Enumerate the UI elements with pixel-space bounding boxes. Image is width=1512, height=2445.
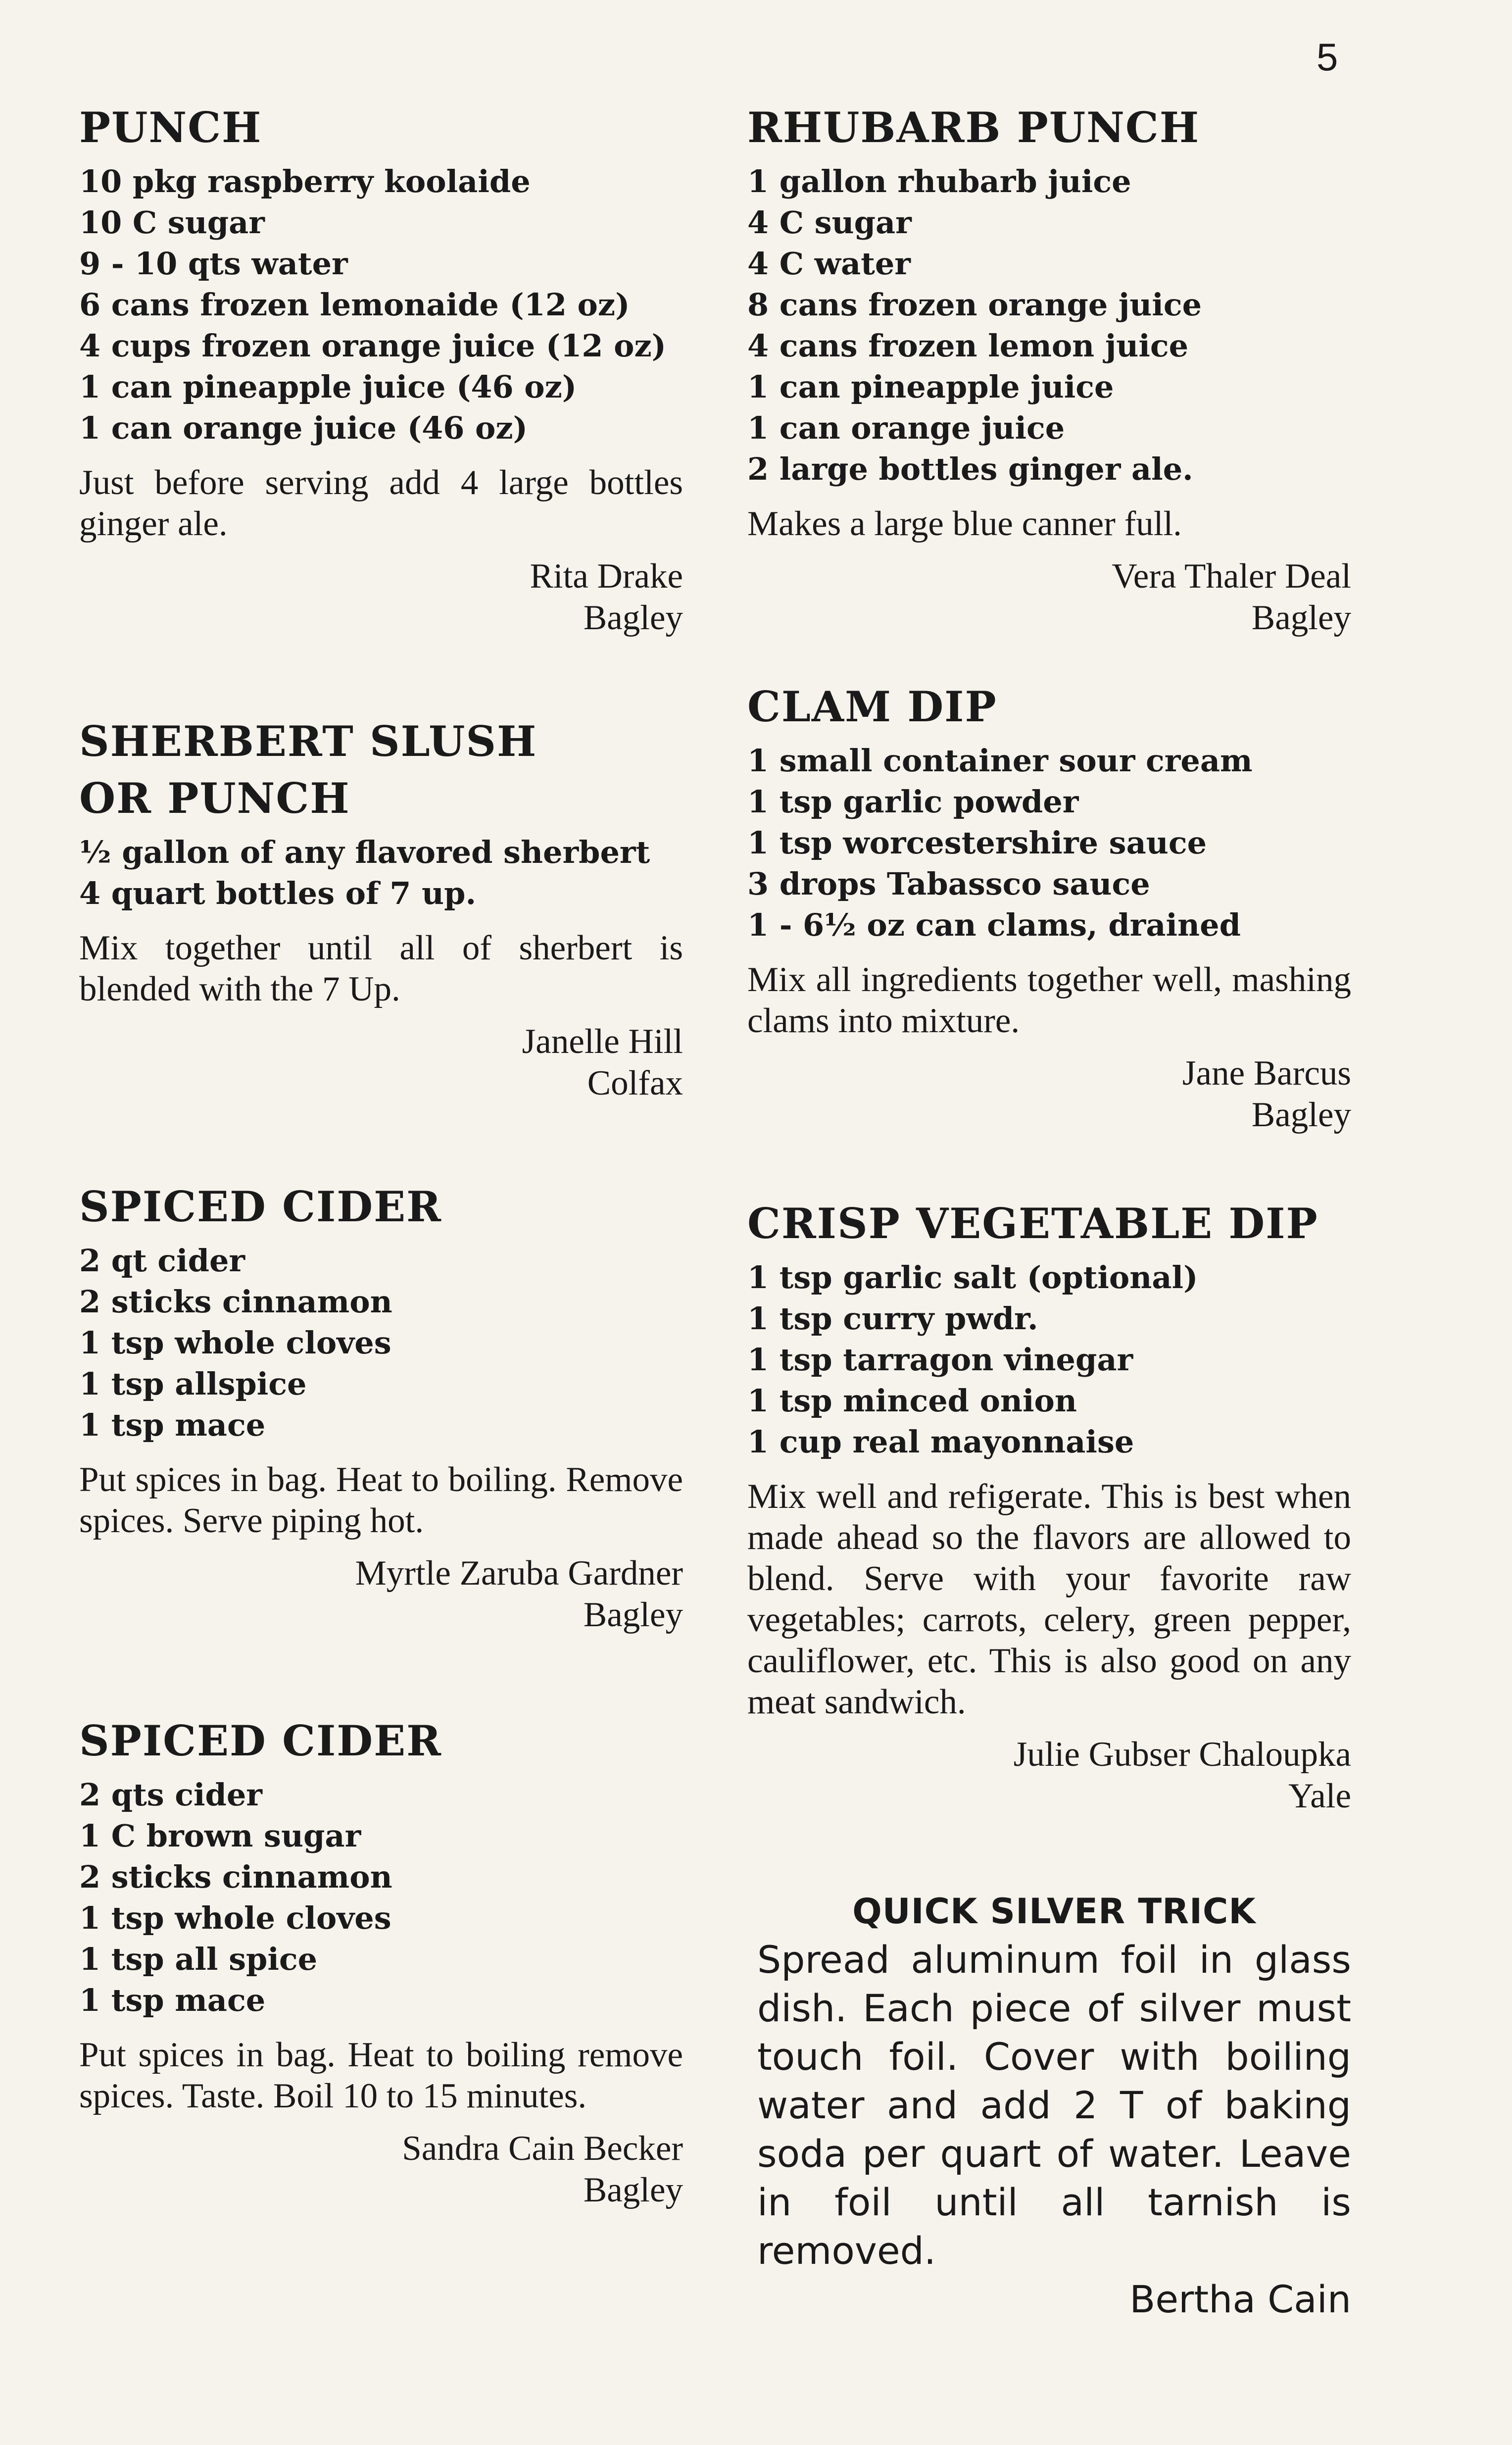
recipe-instructions: Just before serving add 4 large bottles ginger ale. — [79, 463, 683, 543]
ingredient-item: 2 sticks cinnamon — [79, 1284, 392, 1320]
ingredient-item: 2 qt cider — [79, 1243, 245, 1279]
ingredient-item: 10 pkg raspberry koolaide — [79, 163, 531, 200]
recipe-title — [747, 1195, 1351, 1252]
credit-town: Yale — [1288, 1777, 1351, 1815]
ingredient-item: 4 C water — [747, 246, 911, 282]
recipe-credit — [79, 555, 683, 639]
credit-name: Rita Drake — [530, 557, 683, 596]
credit-name: Janelle Hill — [522, 1022, 683, 1061]
recipe-card — [79, 1712, 683, 2211]
recipe-credit — [747, 1052, 1351, 1136]
ingredient-item: 1 tsp curry pwdr. — [747, 1300, 1038, 1337]
recipe-card — [79, 99, 683, 639]
tip-box — [747, 1891, 1351, 2324]
ingredient-item: 6 cans frozen lemonaide (12 oz) — [79, 287, 630, 323]
ingredient-item: 1 tsp garlic powder — [747, 784, 1079, 820]
ingredient-item: 2 qts cider — [79, 1777, 262, 1813]
recipe-title-line: SPICED CIDER — [79, 1182, 442, 1231]
recipe-credit — [79, 1552, 683, 1636]
ingredient-list — [747, 1257, 1351, 1462]
credit-town: Bagley — [1251, 599, 1351, 637]
recipe-card — [79, 713, 683, 1104]
credit-name: Jane Barcus — [1182, 1054, 1351, 1093]
recipe-credit — [747, 555, 1351, 639]
recipe-card — [79, 1178, 683, 1636]
ingredient-item: 4 C sugar — [747, 204, 912, 241]
tip-body: Spread aluminum foil in glass dish. Each piece of silver must touch foil. Cover with boiling water and add 2 T of baking soda per quart of water. Leave in foil until all tarnish is removed. — [757, 1938, 1351, 2273]
credit-name: Sandra Cain Becker — [402, 2129, 683, 2168]
ingredient-item: 1 small container sour cream — [747, 743, 1253, 779]
ingredient-list — [79, 161, 683, 449]
left-column — [79, 99, 683, 2211]
ingredient-item: 1 tsp whole cloves — [79, 1900, 391, 1936]
recipe-instructions: Mix all ingredients together well, mashing clams into mixture. — [747, 960, 1351, 1040]
page-number: 5 — [1317, 35, 1338, 79]
ingredient-item: 1 tsp worcestershire sauce — [747, 825, 1207, 861]
right-column — [747, 99, 1351, 2324]
ingredient-item: 4 quart bottles of 7 up. — [79, 875, 477, 911]
ingredient-item: 1 tsp all spice — [79, 1941, 318, 1977]
recipe-title — [79, 1712, 683, 1769]
ingredient-item: 1 can pineapple juice — [747, 369, 1114, 405]
ingredient-list — [747, 740, 1351, 946]
recipe-title-line: SHERBERT SLUSH — [79, 717, 537, 766]
recipe-instructions: Put spices in bag. Heat to boiling. Remove spices. Serve piping hot. — [79, 1460, 683, 1540]
recipe-card — [747, 678, 1351, 1136]
ingredient-list — [79, 1240, 683, 1446]
recipe-card — [747, 1195, 1351, 1817]
ingredient-item: 1 gallon rhubarb juice — [747, 163, 1131, 200]
recipe-instructions: Makes a large blue canner full. — [747, 504, 1182, 543]
ingredient-item: 1 cup real mayonnaise — [747, 1424, 1134, 1460]
recipe-title-line: RHUBARB PUNCH — [747, 103, 1200, 152]
ingredient-item: 3 drops Tabassco sauce — [747, 866, 1150, 902]
credit-name: Vera Thaler Deal — [1112, 557, 1351, 596]
recipe-instructions: Mix well and refigerate. This is best when made ahead so the flavors are allowed to blend. Serve with your favorite raw vegetables; carrots, celery, green pepper, cauliflower, etc. This is also good on any meat sandwich. — [747, 1477, 1351, 1721]
ingredient-list — [79, 1774, 683, 2021]
credit-town: Bagley — [1251, 1096, 1351, 1134]
recipe-instructions: Mix together until all of sherbert is blended with the 7 Up. — [79, 929, 683, 1008]
recipe-card — [747, 99, 1351, 639]
ingredient-item: 1 - 6½ oz can clams, drained — [747, 907, 1241, 943]
ingredient-item: 4 cans frozen lemon juice — [747, 328, 1189, 364]
ingredient-item: 2 sticks cinnamon — [79, 1859, 392, 1895]
ingredient-item: 1 tsp whole cloves — [79, 1325, 391, 1361]
ingredient-item: 1 tsp garlic salt (optional) — [747, 1259, 1198, 1296]
ingredient-list — [747, 161, 1351, 490]
ingredient-item: 1 tsp allspice — [79, 1366, 307, 1402]
recipe-credit — [79, 2128, 683, 2211]
ingredient-item: 1 can pineapple juice (46 oz) — [79, 369, 577, 405]
ingredient-item: 4 cups frozen orange juice (12 oz) — [79, 328, 666, 364]
ingredient-item: 1 tsp tarragon vinegar — [747, 1342, 1133, 1378]
recipe-title — [747, 678, 1351, 735]
recipe-credit — [747, 1734, 1351, 1817]
ingredient-item: 9 - 10 qts water — [79, 246, 348, 282]
recipe-title — [79, 99, 683, 156]
credit-name: Myrtle Zaruba Gardner — [355, 1554, 683, 1593]
ingredient-item: 10 C sugar — [79, 204, 265, 241]
recipe-title-line: CLAM DIP — [747, 682, 997, 731]
recipe-title-line: CRISP VEGETABLE DIP — [747, 1199, 1318, 1248]
ingredient-item: 1 can orange juice (46 oz) — [79, 410, 528, 446]
tip-title: QUICK SILVER TRICK — [852, 1891, 1256, 1932]
credit-town: Bagley — [583, 2171, 683, 2209]
ingredient-item: 1 can orange juice — [747, 410, 1065, 446]
ingredient-item: ½ gallon of any flavored sherbert — [79, 834, 650, 870]
recipe-instructions: Put spices in bag. Heat to boiling remove spices. Taste. Boil 10 to 15 minutes. — [79, 2036, 683, 2115]
recipe-credit — [79, 1021, 683, 1104]
credit-town: Bagley — [583, 599, 683, 637]
credit-name: Julie Gubser Chaloupka — [1013, 1735, 1351, 1774]
recipe-title — [79, 1178, 683, 1235]
ingredient-item: 1 tsp mace — [79, 1982, 266, 2018]
ingredient-item: 1 C brown sugar — [79, 1818, 361, 1854]
credit-town: Bagley — [583, 1596, 683, 1634]
ingredient-item: 8 cans frozen orange juice — [747, 287, 1202, 323]
tip-credit: Bertha Cain — [1129, 2277, 1351, 2321]
ingredient-item: 1 tsp minced onion — [747, 1383, 1077, 1419]
recipe-title-line: OR PUNCH — [79, 774, 350, 823]
recipe-title-line: SPICED CIDER — [79, 1716, 442, 1765]
recipe-title — [79, 713, 683, 827]
ingredient-item: 1 tsp mace — [79, 1407, 266, 1443]
recipe-title — [747, 99, 1351, 156]
ingredient-item: 2 large bottles ginger ale. — [747, 451, 1193, 487]
ingredient-list — [79, 832, 683, 914]
recipe-title-line: PUNCH — [79, 103, 262, 152]
credit-town: Colfax — [587, 1064, 683, 1102]
